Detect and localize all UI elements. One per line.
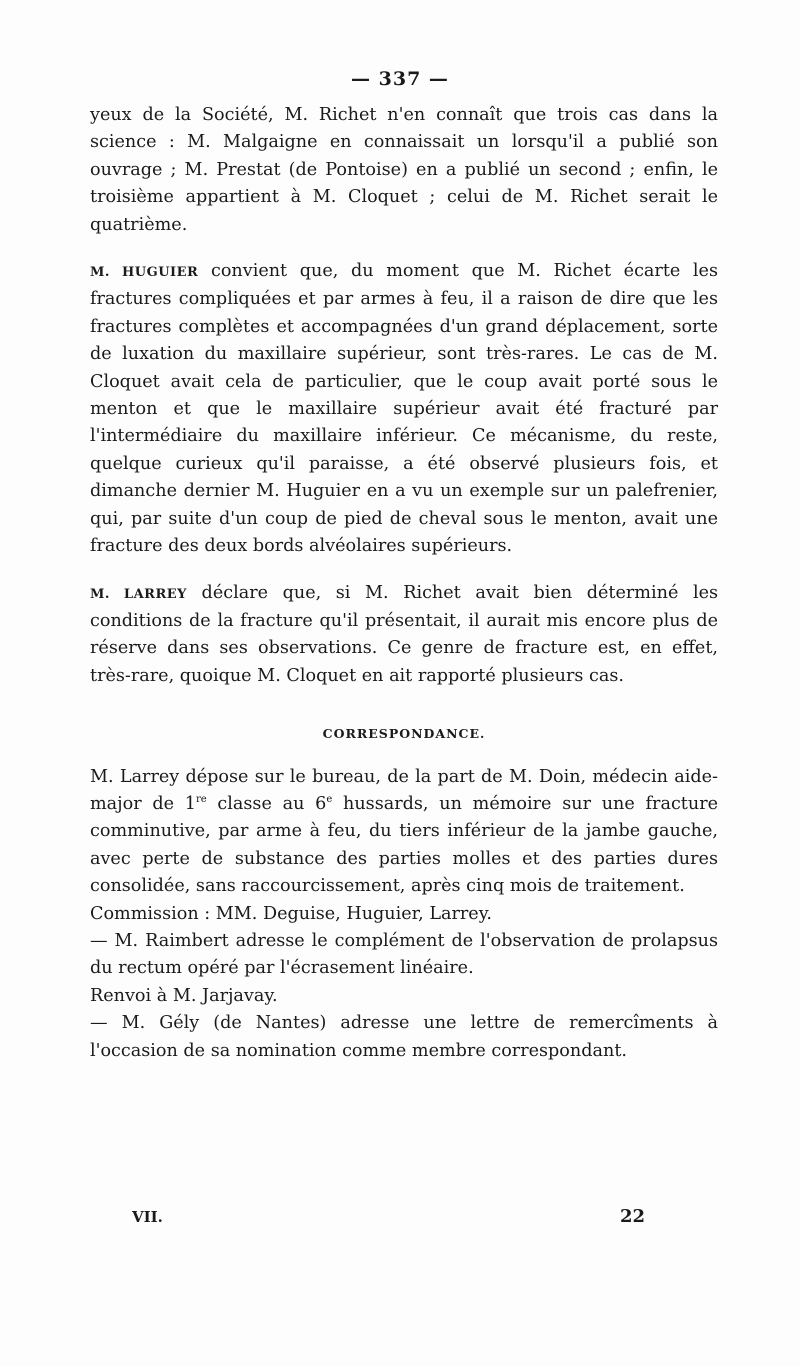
page-number: — 337 — bbox=[351, 68, 449, 90]
paragraph-larrey bbox=[90, 580, 718, 691]
paragraph-raimbert: — M. Raimbert adresse le complément de l'observation de prolapsus du rectum opéré par l'écrasement linéaire. bbox=[90, 930, 718, 979]
paragraph-richet-cases: yeux de la Société, M. Richet n'en connaît que trois cas dans la science : M. Malgaigne en connaissait un lorsqu'il a publié son ouvrage ; M. Prestat (de Pontoise) en a publié un second ; enfin, le troisième appartient à M. Cloquet ; celui de M. Richet serait le quatrième. bbox=[90, 105, 718, 235]
speaker-name: M. LARREY bbox=[90, 586, 187, 602]
body-text bbox=[90, 102, 718, 1065]
paragraph-text: hussards, un mémoire sur une fracture comminutive, par arme à feu, du tiers inférieur de la jambe gauche, avec perte de substance des parties molles et des parties dures consolidée, sans raccourcissement, après cinq mois de traitement. bbox=[90, 793, 719, 897]
paragraph-text: M. Larrey dépose sur le bureau, de la part de M. Doin, médecin aide-major de 1 bbox=[90, 766, 718, 814]
signature-mark: VII. bbox=[132, 1208, 163, 1226]
section-title: CORRESPONDANCE. bbox=[322, 726, 486, 742]
paragraph-text: déclare que, si M. Richet avait bien déterminé les conditions de la fracture qu'il présentait, il aurait mis encore plus de réserve dans ses observations. Ce genre de fracture est, en effet, très-rare, quoique M. Cloquet en ait rapporté plusieurs cas. bbox=[90, 582, 719, 686]
superscript: e bbox=[326, 794, 333, 806]
paragraph-doin-memoir bbox=[90, 764, 718, 901]
paragraph-commission: Commission : MM. Deguise, Huguier, Larrey. bbox=[90, 903, 492, 924]
paragraph-huguier bbox=[90, 258, 718, 560]
paragraph-gely: — M. Gély (de Nantes) adresse une lettre de remercîments à l'occasion de sa nomination comme membre correspondant. bbox=[90, 1013, 718, 1061]
superscript: re bbox=[195, 794, 207, 806]
paragraph-text: convient que, du moment que M. Richet écarte les fractures compliquées et par armes à feu, il a raison de dire que les fractures complètes et accompagnées d'un grand déplacement, sorte de luxation du maxillaire supérieur, sont très-rares. Le cas de M. Cloquet avait cela de particulier, que le coup avait porté sous le menton et que le maxillaire supérieur avait été fracturé par l'intermédiaire du maxillaire inférieur. Ce mécanisme, du reste, quelque curieux qu'il paraisse, a été observé plusieurs fois, et dimanche dernier M. Huguier en a vu un exemple sur un palefrenier, qui, par suite d'un coup de pied de cheval sous le menton, avait une fracture des deux bords alvéolaires supérieurs. bbox=[90, 261, 719, 557]
speaker-name: M. HUGUIER bbox=[90, 265, 199, 281]
sheet-number: 22 bbox=[620, 1206, 646, 1227]
paragraph-renvoi: Renvoi à M. Jarjavay. bbox=[90, 985, 278, 1006]
paragraph-text: classe au 6 bbox=[206, 793, 327, 814]
